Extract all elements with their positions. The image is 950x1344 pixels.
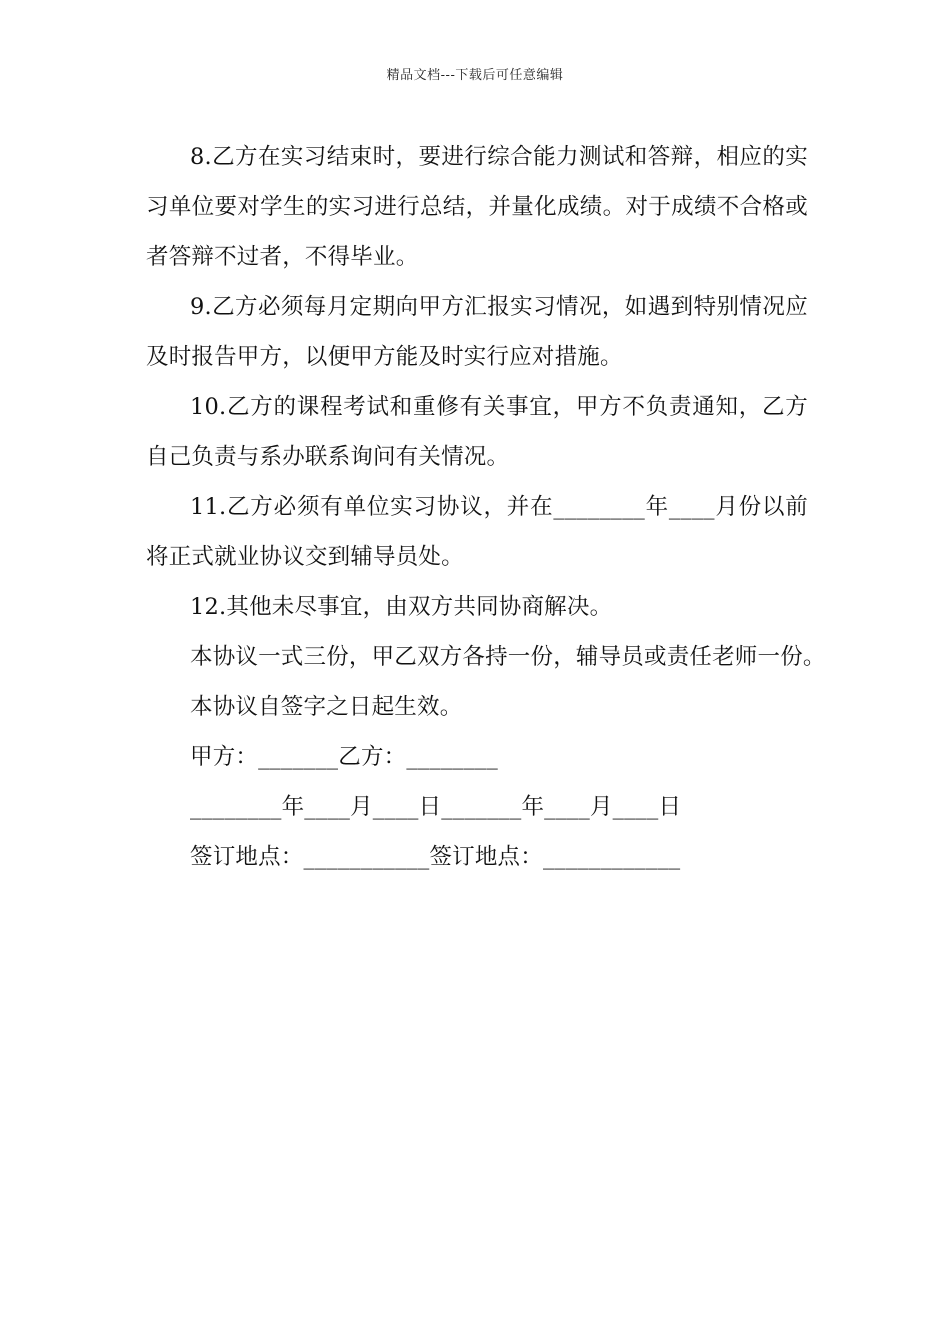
clause-12: 12.其他未尽事宜，由双方共同协商解决。 — [190, 594, 613, 620]
copies-statement: 本协议一式三份，甲乙双方各持一份，辅导员或责任老师一份。 — [190, 644, 826, 670]
effective-statement: 本协议自签字之日起生效。 — [190, 694, 463, 720]
signature-dates: ________年____月____日_______年____月____日 — [190, 794, 682, 820]
clause-9: 9.乙方必须每月定期向甲方汇报实习情况，如遇到特别情况应及时报告甲方，以便甲方能及时实行应对措施。 — [146, 294, 808, 370]
clause-10: 10.乙方的课程考试和重修有关事宜，甲方不负责通知，乙方自己负责与系办联系询问有关情况。 — [146, 394, 808, 470]
signature-parties: 甲方：_______乙方：________ — [190, 744, 498, 770]
document-body — [146, 132, 826, 882]
clause-11: 11.乙方必须有单位实习协议，并在________年____月份以前将正式就业协议交到辅导员处。 — [146, 494, 808, 570]
page-header: 精品文档---下载后可任意编辑 — [386, 68, 564, 83]
clause-8: 8.乙方在实习结束时，要进行综合能力测试和答辩，相应的实习单位要对学生的实习进行总结，并量化成绩。对于成绩不合格或者答辩不过者，不得毕业。 — [146, 144, 808, 270]
signature-places: 签订地点：___________签订地点：____________ — [190, 844, 681, 870]
